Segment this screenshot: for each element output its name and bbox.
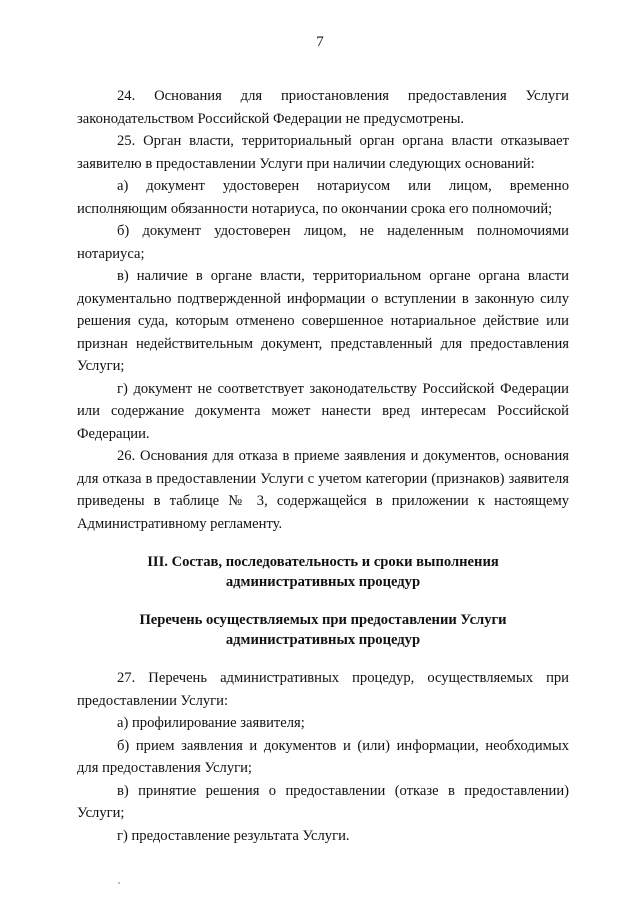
section-heading: III. Состав, последовательность и сроки выполнения административных процедур (147, 554, 499, 590)
paragraph-27-item-v: в) принятие решения о предоставлении (отказе в предоставлении) Услуги; (77, 782, 569, 821)
paragraph-24: 24. Основания для приостановления предоставления Услуги законодательством Российской Федерации не предусмотрены. (77, 88, 569, 127)
paragraph-27-item-a: а) профилирование заявителя; (117, 715, 305, 731)
paragraph-25-item-a: а) документ удостоверен нотариусом или лицом, временно исполняющим обязанности нотариуса, по окончании срока его полномочий; (77, 178, 569, 217)
paragraph-25-item-g: г) документ не соответствует законодательству Российской Федерации или содержание документа может нанести вред интересам Российской Федерации. (77, 380, 569, 442)
paragraph-27: 27. Перечень административных процедур, осуществляемых при предоставлении Услуги: (77, 670, 569, 709)
paragraph-25: 25. Орган власти, территориальный орган органа власти отказывает заявителю в предоставлении Услуги при наличии следующих оснований: (77, 133, 569, 172)
paragraph-25-item-b: б) документ удостоверен лицом, не наделенным полномочиями нотариуса; (77, 223, 569, 262)
paragraph-27-item-g: г) предоставление результата Услуги. (117, 827, 350, 844)
scan-dot (118, 882, 120, 884)
paragraph-26: 26. Основания для отказа в приеме заявления и документов, основания для отказа в предоставлении Услуги с учетом категории (признаков) заявителя приведены в таблице № 3, содержащейся в приложении к настоящему Административному регламенту. (77, 448, 569, 532)
paragraph-27-item-b: б) прием заявления и документов и (или) информации, необходимых для предоставления Услуги; (77, 737, 569, 776)
document-body (77, 85, 569, 847)
paragraph-25-item-v: в) наличие в органе власти, территориальном органе органа власти документально подтвержденной информации о вступлении в законную силу решения суда, которым отменено совершенное нотариальное действие или признан недействительным документ, представленный для предоставления Услуги; (77, 268, 569, 374)
subsection-heading: Перечень осуществляемых при предоставлении Услуги административных процедур (139, 612, 507, 648)
page-number: 7 (316, 34, 324, 50)
